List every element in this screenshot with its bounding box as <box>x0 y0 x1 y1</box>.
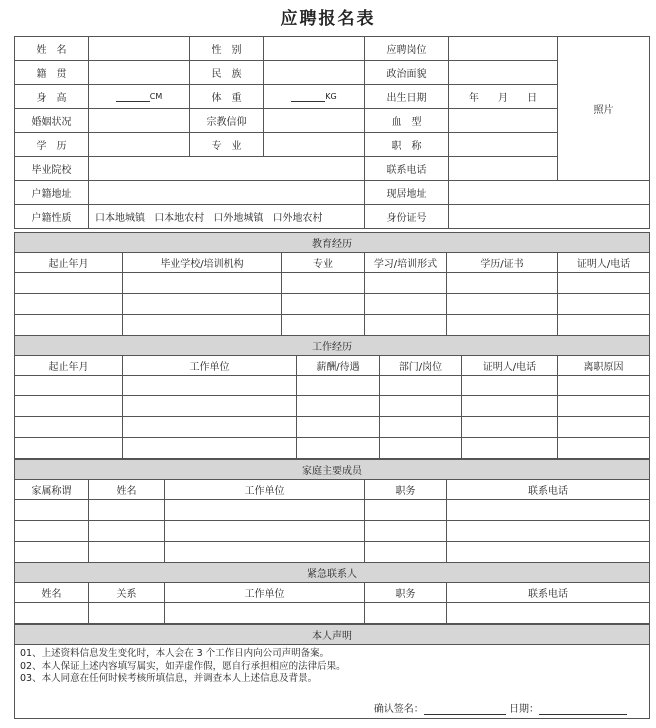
table-cell[interactable] <box>297 396 380 417</box>
column-header: 联系电话 <box>447 583 650 603</box>
photo-label: 照片 <box>593 105 614 116</box>
column-header: 毕业学校/培训机构 <box>123 253 282 273</box>
table-cell[interactable] <box>123 315 282 336</box>
day-label: 日 <box>527 93 538 104</box>
major-field[interactable] <box>264 133 365 157</box>
height-unit: CM <box>149 92 163 101</box>
gender-field[interactable] <box>264 37 365 61</box>
table-cell[interactable] <box>165 500 365 521</box>
native-label: 籍 贯 <box>15 61 89 85</box>
birth-field[interactable] <box>449 85 558 109</box>
name-label: 姓 名 <box>15 37 89 61</box>
table-cell[interactable] <box>447 542 650 563</box>
table-cell[interactable] <box>15 417 123 438</box>
column-header: 学历/证书 <box>447 253 558 273</box>
family-section-header: 家庭主要成员 <box>15 460 650 480</box>
table-cell[interactable] <box>123 376 297 396</box>
table-cell[interactable] <box>89 521 165 542</box>
table-cell[interactable] <box>447 315 558 336</box>
table-cell[interactable] <box>15 542 89 563</box>
gender-label: 性 别 <box>190 37 264 61</box>
table-cell[interactable] <box>297 417 380 438</box>
column-header: 证明人/电话 <box>558 253 650 273</box>
hukou-addr-label: 户籍地址 <box>15 181 89 205</box>
phone-field[interactable] <box>449 157 558 181</box>
political-field[interactable] <box>449 61 558 85</box>
date-label: 日期： <box>509 704 539 715</box>
column-header: 工作单位 <box>165 480 365 500</box>
table-cell[interactable] <box>447 521 650 542</box>
table-cell[interactable] <box>15 315 123 336</box>
table-cell[interactable] <box>462 396 558 417</box>
table-cell[interactable] <box>15 603 89 624</box>
declaration-line: 03、本人同意在任何时候考核所填信息，并调查本人上述信息及背景。 <box>20 673 318 684</box>
declaration-line: 01、上述资料信息发生变化时，本人会在 3 个工作日内向公司声明备案。 <box>20 648 330 659</box>
hukou-option-checkbox[interactable]: 口本地农村 <box>154 213 205 224</box>
height-label: 身 高 <box>15 85 89 109</box>
education-table <box>14 232 650 336</box>
table-row <box>15 294 650 315</box>
table-cell[interactable] <box>15 521 89 542</box>
column-header: 联系电话 <box>447 480 650 500</box>
table-row <box>15 273 650 294</box>
table-cell[interactable] <box>165 603 365 624</box>
table-cell[interactable] <box>89 542 165 563</box>
table-cell[interactable] <box>447 294 558 315</box>
marital-label: 婚姻状况 <box>15 109 89 133</box>
year-label: 年 <box>468 93 479 104</box>
position-field[interactable] <box>449 37 558 61</box>
table-cell[interactable] <box>558 294 650 315</box>
emergency-section-header: 紧急联系人 <box>15 563 650 583</box>
column-header: 姓名 <box>15 583 89 603</box>
hukou-type-options <box>89 205 365 229</box>
table-cell[interactable] <box>15 273 123 294</box>
current-addr-label: 现居地址 <box>365 181 449 205</box>
name-field[interactable] <box>89 37 190 61</box>
table-cell[interactable] <box>462 417 558 438</box>
religion-label: 宗教信仰 <box>190 109 264 133</box>
table-cell[interactable] <box>297 376 380 396</box>
column-header: 离职原因 <box>558 356 650 376</box>
weight-label: 体 重 <box>190 85 264 109</box>
table-cell[interactable] <box>282 294 365 315</box>
table-cell[interactable] <box>365 315 447 336</box>
id-card-field[interactable] <box>449 205 650 229</box>
table-cell[interactable] <box>15 500 89 521</box>
table-cell[interactable] <box>123 294 282 315</box>
column-header: 起止年月 <box>15 253 123 273</box>
table-cell[interactable] <box>15 294 123 315</box>
title-rank-field[interactable] <box>449 133 558 157</box>
table-row <box>15 521 650 542</box>
education-label: 学 历 <box>15 133 89 157</box>
table-cell[interactable] <box>447 500 650 521</box>
table-row <box>15 542 650 563</box>
table-cell[interactable] <box>447 603 650 624</box>
table-cell[interactable] <box>365 542 447 563</box>
table-cell[interactable] <box>165 542 365 563</box>
table-cell[interactable] <box>282 273 365 294</box>
table-cell[interactable] <box>380 417 462 438</box>
table-cell[interactable] <box>15 438 123 459</box>
family-table <box>14 459 650 563</box>
table-cell[interactable] <box>123 417 297 438</box>
declaration-line: 02、本人保证上述内容填写属实，如弄虚作假，愿自行承担相应的法律后果。 <box>20 660 346 672</box>
blood-label: 血 型 <box>365 109 449 133</box>
declaration-table <box>14 624 650 719</box>
religion-field[interactable] <box>264 109 365 133</box>
month-label: 月 <box>498 93 508 104</box>
marital-field[interactable] <box>89 109 190 133</box>
table-row <box>15 438 650 459</box>
signature-area <box>374 700 627 715</box>
table-cell[interactable] <box>89 500 165 521</box>
column-header: 职务 <box>365 480 447 500</box>
form-title: 应聘报名表 <box>280 9 376 29</box>
table-cell[interactable] <box>558 376 650 396</box>
column-header: 关系 <box>89 583 165 603</box>
table-cell[interactable] <box>123 396 297 417</box>
column-header: 学习/培训形式 <box>365 253 447 273</box>
column-header: 专业 <box>282 253 365 273</box>
weight-field[interactable] <box>264 85 365 109</box>
birth-label: 出生日期 <box>365 85 449 109</box>
table-row <box>15 500 650 521</box>
column-header: 姓名 <box>89 480 165 500</box>
table-row <box>15 417 650 438</box>
declaration-section-header: 本人声明 <box>15 625 650 645</box>
emergency-table <box>14 562 650 624</box>
current-addr-field[interactable] <box>449 181 650 205</box>
column-header: 家属称谓 <box>15 480 89 500</box>
table-row <box>15 603 650 624</box>
hukou-addr-field[interactable] <box>89 181 365 205</box>
table-cell[interactable] <box>380 438 462 459</box>
table-cell[interactable] <box>89 603 165 624</box>
table-cell[interactable] <box>558 315 650 336</box>
hukou-option-checkbox[interactable]: 口外地农村 <box>272 213 323 224</box>
phone-label: 联系电话 <box>365 157 449 181</box>
education-field[interactable] <box>89 133 190 157</box>
table-cell[interactable] <box>380 376 462 396</box>
column-header: 工作单位 <box>123 356 297 376</box>
table-cell[interactable] <box>558 417 650 438</box>
position-label: 应聘岗位 <box>365 37 449 61</box>
table-cell[interactable] <box>365 273 447 294</box>
signature-label: 确认签名： <box>373 704 424 715</box>
signature-field[interactable] <box>424 704 506 715</box>
major-label: 专 业 <box>190 133 264 157</box>
table-row <box>15 376 650 396</box>
table-cell[interactable] <box>365 603 447 624</box>
height-field[interactable] <box>89 85 190 109</box>
table-row <box>15 315 650 336</box>
table-cell[interactable] <box>15 376 123 396</box>
column-header: 职务 <box>365 583 447 603</box>
school-label: 毕业院校 <box>15 157 89 181</box>
table-cell[interactable] <box>558 396 650 417</box>
column-header: 工作单位 <box>165 583 365 603</box>
table-cell[interactable] <box>15 396 123 417</box>
ethnic-field[interactable] <box>264 61 365 85</box>
ethnic-label: 民 族 <box>190 61 264 85</box>
title-rank-label: 职 称 <box>365 133 449 157</box>
table-cell[interactable] <box>380 396 462 417</box>
table-cell[interactable] <box>123 273 282 294</box>
blood-field[interactable] <box>449 109 558 133</box>
table-cell[interactable] <box>365 521 447 542</box>
table-cell[interactable] <box>558 438 650 459</box>
school-field[interactable] <box>89 157 365 181</box>
education-section-header: 教育经历 <box>15 233 650 253</box>
hukou-option-checkbox[interactable]: 口外地城镇 <box>213 213 264 224</box>
work-table <box>14 335 650 459</box>
native-field[interactable] <box>89 61 190 85</box>
table-cell[interactable] <box>462 438 558 459</box>
table-cell[interactable] <box>365 294 447 315</box>
table-cell[interactable] <box>282 315 365 336</box>
id-card-label: 身份证号 <box>365 205 449 229</box>
personal-info-table <box>14 36 650 229</box>
table-cell[interactable] <box>558 273 650 294</box>
hukou-type-label: 户籍性质 <box>15 205 89 229</box>
photo-box[interactable] <box>558 37 650 181</box>
hukou-option-checkbox[interactable]: 口本地城镇 <box>95 213 145 224</box>
table-cell[interactable] <box>297 438 380 459</box>
column-header: 证明人/电话 <box>462 356 558 376</box>
weight-unit: KG <box>325 92 337 101</box>
date-field[interactable] <box>539 704 627 715</box>
table-cell[interactable] <box>165 521 365 542</box>
column-header: 部门/岗位 <box>380 356 462 376</box>
work-section-header: 工作经历 <box>15 336 650 356</box>
table-cell[interactable] <box>447 273 558 294</box>
table-cell[interactable] <box>462 376 558 396</box>
column-header: 薪酬/待遇 <box>297 356 380 376</box>
political-label: 政治面貌 <box>365 61 449 85</box>
table-cell[interactable] <box>365 500 447 521</box>
table-row <box>15 396 650 417</box>
column-header: 起止年月 <box>15 356 123 376</box>
table-cell[interactable] <box>123 438 297 459</box>
